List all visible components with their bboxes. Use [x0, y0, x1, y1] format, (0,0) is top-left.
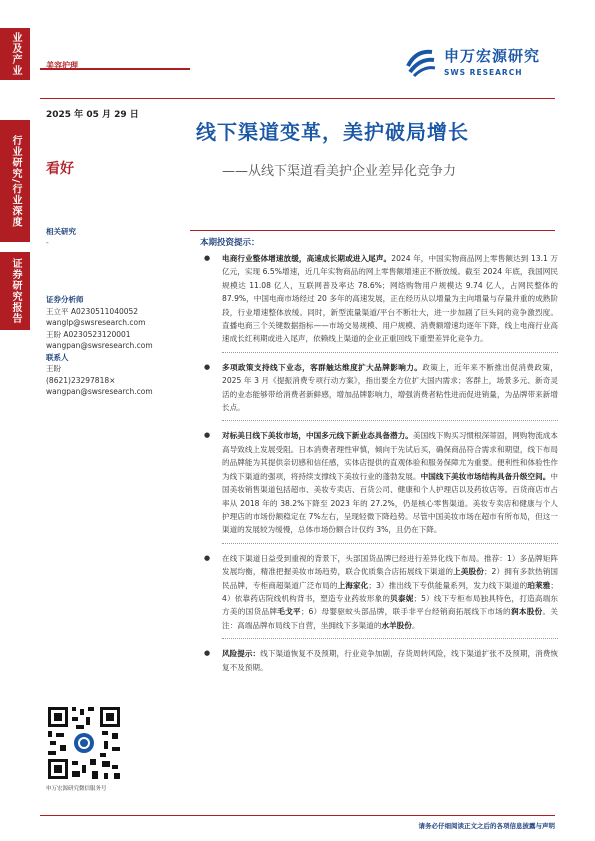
- report-category: 美容护理: [46, 61, 78, 70]
- analyst-2-email: wangpan@swsresearch.com: [46, 341, 153, 350]
- tip-lead: 风险提示：: [222, 649, 261, 659]
- related-research-heading: 相关研究: [46, 227, 76, 236]
- logo-mark-icon: [404, 44, 438, 78]
- report-subtitle: ——从线下渠道看美护企业差异化竞争力: [222, 164, 457, 179]
- contact-name: 王盼: [46, 364, 61, 373]
- tip-item-policy: [202, 361, 558, 422]
- tip-separator: [222, 420, 558, 421]
- report-date: 2025 年 05 月 29 日: [46, 110, 139, 120]
- stock-pick: 贝泰妮: [390, 593, 414, 603]
- sidebar: [0, 0, 40, 841]
- tip-text: ；4）依靠药店院线机构背书，塑造专业药妆形象的: [222, 580, 559, 603]
- tip-lead-secondary: 中国线下美妆市场结构具备升级空间。: [420, 471, 551, 481]
- analysts-heading: 证券分析师: [46, 295, 84, 304]
- tip-text: ；3）推出线下专供能量系列，发力线下渠道的: [368, 580, 528, 590]
- stock-pick: 上海家化: [337, 580, 369, 590]
- tip-body-secondary: 中国美妆销售渠道包括超市、美妆专卖店、百货公司、健康和个人护理店以及药妆店等。百货商店市占率从 2018 年的 38.2%下降至 2023 年的 27.2%，仍是核心零售渠道。美妆专卖店和健康与个人护理店的市场份额稳定在 7%左右，呈现轻微下降趋势。尽管中国美妆市场在超市有所布局，但这一渠道的发展较为缓慢，总体市场份额合计仅约 3%，且仍在下降。: [222, 471, 559, 535]
- qr-code: [46, 705, 122, 781]
- tip-text: ；5）线下专柜布局独具特色，打造高端东方美的国货品牌: [222, 593, 558, 617]
- disclaimer-note: 请务必仔细阅读正文之后的各项信息披露与声明: [418, 822, 555, 830]
- tip-body: 线下渠道恢复不及预期，行业竞争加剧，存货周转风险，线下渠道扩张不及预期，消费恢复不及预期。: [222, 649, 558, 672]
- sidebar-tab-industry: 业及产业: [0, 28, 30, 80]
- qr-caption: 申万宏源研究微信服务号: [46, 786, 107, 792]
- tip-separator: [222, 638, 558, 639]
- bullet-dot-icon: ●: [204, 431, 211, 440]
- analyst-info: [46, 294, 186, 398]
- sidebar-tab-report-type: 行业研究/行业深度: [0, 120, 30, 242]
- tip-lead: 对标美日线下美妆市场，中国多元线下新业态具备潜力。: [222, 431, 413, 441]
- bullet-dot-icon: ●: [204, 553, 211, 562]
- tip-text: 。关注：高端品牌布局线下自营，坐拥线下多渠道的: [222, 607, 559, 630]
- tip-item-risk: [202, 647, 558, 674]
- bullet-dot-icon: ●: [204, 254, 211, 262]
- sidebar-tab-securities-report: 证券研究报告: [0, 252, 30, 330]
- logo-chinese-name: 申万宏源研究: [444, 47, 541, 65]
- tip-body: 美国线下购买习惯根深蒂固，网购物流成本高导致线上发展受阻。日本消费者理性审慎，倾向于先试后买，确保商品符合需求和期望，线下布局的品牌能为其提供亲切感和信任感，实体店提供的直观体验和服务保障尤为重要。便利性和体验性作为线下渠道的强项，将持续支撑线下美妆行业的蓬勃发展。: [222, 431, 559, 481]
- stock-pick: 水羊股份: [381, 620, 412, 630]
- contact-email: wangpan@swsresearch.com: [46, 387, 153, 396]
- stock-pick: 珀莱雅: [527, 580, 551, 590]
- bullet-dot-icon: ●: [204, 649, 211, 658]
- tip-item-recommendations: [202, 552, 558, 639]
- logo-english-name: SWS RESEARCH: [444, 68, 523, 77]
- tip-item-ecommerce: [202, 252, 558, 353]
- stock-pick: 润本股份: [510, 607, 543, 617]
- tip-separator: [222, 543, 558, 544]
- tip-item-market-comparison: [202, 429, 558, 543]
- contact-phone: (8621)23297818×: [46, 375, 116, 385]
- report-title: 线下渠道变革，美护破局增长: [196, 120, 469, 144]
- stock-pick: 上美股份: [453, 567, 484, 577]
- industry-rating: 看好: [46, 161, 74, 177]
- title-divider: [190, 98, 555, 99]
- contact-heading: 联系人: [46, 352, 69, 362]
- company-logo: [404, 44, 540, 78]
- tip-text: ；2）拥有多款热销国民品牌，专柜商超渠道广泛布局的: [222, 567, 559, 590]
- tip-body: 政策上，近年来不断推出促消费政策，2025 年 3 月《提振消费专项行动方案》，指出要全方位扩大国内需求；客群上，场景多元、新奇灵活的业态能够带给消费者新鲜感，增加品牌影响力，增强消费者粘性进而促进销量，为品牌带来新增长点。: [222, 362, 559, 413]
- tip-text: ；6）母婴驱蚊头部品牌，联手非平台经销商拓展线下市场的: [300, 607, 511, 617]
- investment-tips-heading: 本期投资提示：: [200, 238, 260, 248]
- related-research-empty: -: [46, 238, 49, 247]
- bullet-dot-icon: ●: [204, 362, 211, 371]
- tip-lead: 电商行业整体增速放缓，高速成长期或进入尾声。: [222, 254, 392, 263]
- analyst-2-name: 王盼 A0230523120001: [46, 329, 131, 339]
- analyst-1-email: wanglp@swsresearch.com: [46, 318, 146, 327]
- section-divider: [190, 230, 555, 231]
- tip-text: 。: [411, 620, 420, 630]
- stock-pick: 毛戈平: [277, 607, 301, 617]
- tip-separator: [222, 352, 558, 353]
- tip-lead: 多项政策支持线下业态，客群触达维度扩大品牌影响力。: [222, 362, 423, 372]
- analyst-1-name: 王立平 A0230511040052: [46, 306, 139, 316]
- tip-body: 2024 年，中国实物商品网上零售额达到 13.1 万亿元，实现 6.5%增速，近几年实物商品的网上零售额增速正不断放缓。截至 2024 年底，我国网民规模达 11.08 亿人，互联网普及率达 78.6%；网络购物用户规模达 9.74 亿人，占网民整体的 87.9%，中国电商市场经过 20 多年的高速发展，正在经历从以增量为主向增量与存量并重的成熟阶段，行业增速整体放缓。同时，新型流量渠道/平台不断壮大，进一步加剧了巨头间的竞争激烈度。直播电商三个关键数据指标——市场交易规模、用户规模、消费额增速均逐年下降，线上电商行业高速成长红利期或进入尾声，依赖线上渠道的企业正重回线下重塑差异化竞争力。: [222, 254, 558, 344]
- tip-body: 在线下渠道日益受到重视的背景下，头部国货品牌已经进行差异化线下布局。推荐：1）多品牌矩阵发展均衡，精准把握美妆市场趋势，联合优质集合店拓展线下渠道的: [222, 553, 558, 577]
- date-divider: [40, 98, 190, 99]
- footer-divider: [40, 815, 555, 816]
- investment-tips-list: [202, 252, 558, 682]
